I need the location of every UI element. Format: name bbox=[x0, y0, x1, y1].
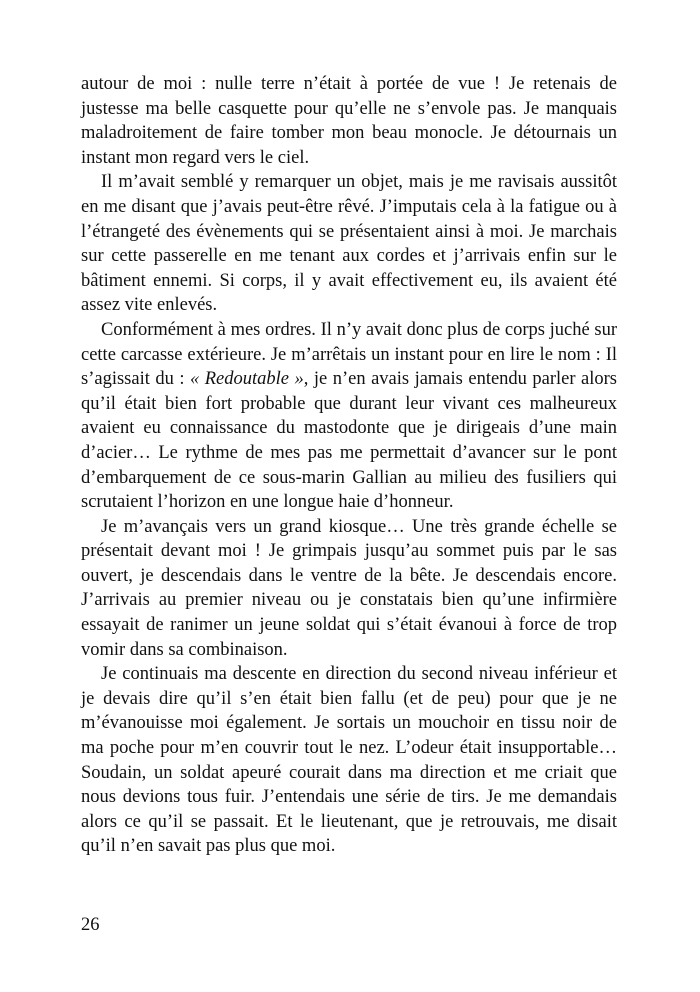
ship-name: « Redoutable » bbox=[189, 369, 304, 390]
paragraph-3 bbox=[81, 318, 617, 515]
paragraph-2: Il m’avait semblé y remarquer un objet, mais je me ravisais aussitôt en me disant que j’avais peut-être rêvé. J’imputais cela à la fatigue ou à l’étrangeté des évènements qui se présentaient ainsi à moi. Je marchais sur cette passerelle en me tenant aux cordes et j’arrivais enfin sur le bâtiment ennemi. Si corps, il y avait effectivement eu, ils avaient été assez vite enlevés. bbox=[81, 172, 617, 316]
paragraph-4: Je m’avançais vers un grand kiosque… Une très grande échelle se présentait devant moi ! Je grimpais jusqu’au sommet puis par le sas ouvert, je descendais dans le ventre de la bête. Je descendais encore. J’arrivais au premier niveau ou je constatais bien qu’une infirmière essayait de ranimer un jeune soldat qui s’était évanoui à force de trop vomir dans sa combinaison. bbox=[81, 516, 617, 660]
paragraph-1: autour de moi : nulle terre n’était à portée de vue ! Je retenais de justesse ma belle casquette pour qu’elle ne s’envole pas. Je manquais maladroitement de faire tomber mon beau monocle. Je détournais un instant mon regard vers le ciel. bbox=[81, 74, 617, 168]
paragraph-3-end: , je n’en avais jamais entendu parler alors qu’il était bien fort probable que durant leur vivant ces malheureux avaient eu connaissance du mastodonte que je dirigeais d’une main d’acier… Le rythme de mes pas me permettait d’avancer sur le pont d’embarquement de ce sous-marin Gallian au milieu des fusiliers qui scrutaient l’horizon en une longue haie d’honneur. bbox=[81, 369, 617, 513]
paragraph-3-start: Conformément à mes ordres. Il n’y avait donc plus de corps juché sur cette carcasse extérieure. Je m’arrêtais un instant pour en lire le nom : Il s’agissait du : bbox=[81, 319, 617, 390]
paragraph-5: Je continuais ma descente en direction du second niveau inférieur et je devais dire qu’il s’en était bien fallu (et de peu) pour que je ne m’évanouisse moi également. Je sortais un mouchoir en tissu noir de ma poche pour m’en couvrir tout le nez. L’odeur était insupportable… Soudain, un soldat apeuré courait dans ma direction et me criait que nous devions tous fuir. J’entendais une série de tirs. Je me demandais alors ce qu’il se passait. Et le lieutenant, que je retrouvais, me disait qu’il n’en savait pas plus que moi. bbox=[81, 664, 617, 857]
body-text bbox=[81, 72, 617, 859]
page-number: 26 bbox=[81, 915, 100, 935]
